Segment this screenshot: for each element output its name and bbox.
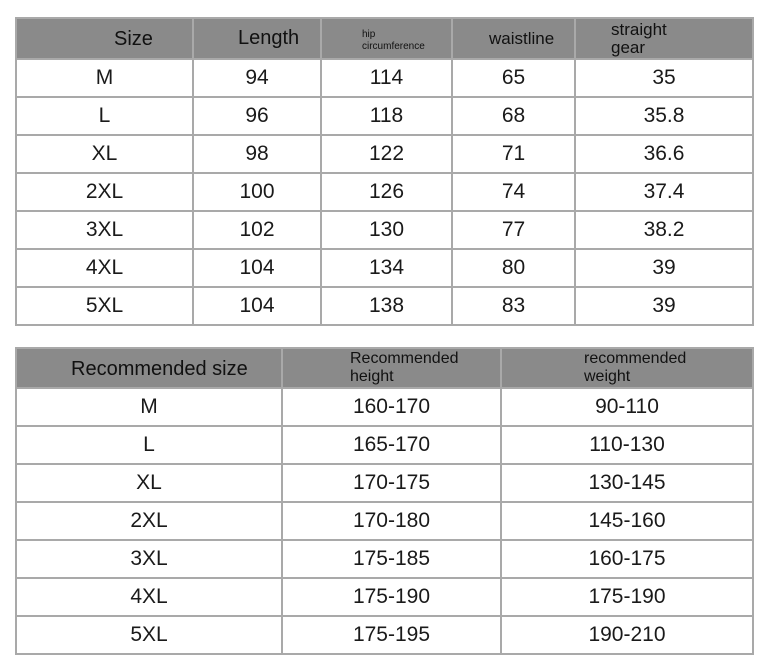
cell-size: L (16, 97, 193, 135)
header-height-line-2: height (350, 368, 394, 385)
header-length: Length (193, 18, 321, 59)
cell-straight: 35.8 (575, 97, 753, 135)
recommended-header-row (16, 348, 753, 388)
cell-rec-size: L (16, 426, 282, 464)
header-height-line-1: Recommended (350, 350, 459, 367)
header-straight-gear (575, 18, 753, 59)
cell-length: 98 (193, 135, 321, 173)
cell-hip: 134 (321, 249, 452, 287)
table-row (16, 502, 753, 540)
cell-straight: 39 (575, 287, 753, 325)
cell-rec-height: 175-185 (282, 540, 501, 578)
cell-rec-weight: 110-130 (501, 426, 753, 464)
cell-rec-weight: 190-210 (501, 616, 753, 654)
cell-straight: 37.4 (575, 173, 753, 211)
cell-size: 3XL (16, 211, 193, 249)
header-recommended-height (282, 348, 501, 388)
cell-size: M (16, 59, 193, 97)
cell-rec-size: XL (16, 464, 282, 502)
table-row (16, 540, 753, 578)
header-recommended-weight (501, 348, 753, 388)
header-weight-line-2: weight (584, 368, 631, 385)
cell-length: 94 (193, 59, 321, 97)
cell-size: 2XL (16, 173, 193, 211)
cell-rec-height: 175-195 (282, 616, 501, 654)
cell-rec-size: 2XL (16, 502, 282, 540)
cell-hip: 114 (321, 59, 452, 97)
size-chart-body (16, 59, 753, 325)
table-row (16, 388, 753, 426)
header-recommended-size: Recommended size (16, 348, 282, 388)
header-straight-line-2: gear (611, 38, 646, 57)
cell-rec-weight: 175-190 (501, 578, 753, 616)
cell-rec-size: 4XL (16, 578, 282, 616)
cell-rec-height: 165-170 (282, 426, 501, 464)
table-row (16, 464, 753, 502)
cell-waist: 71 (452, 135, 575, 173)
cell-hip: 126 (321, 173, 452, 211)
cell-size: 5XL (16, 287, 193, 325)
cell-rec-height: 175-190 (282, 578, 501, 616)
header-straight-line-1: straight (611, 20, 667, 39)
cell-rec-height: 170-175 (282, 464, 501, 502)
cell-size: 4XL (16, 249, 193, 287)
header-waistline: waistline (452, 18, 575, 59)
table-row (16, 616, 753, 654)
cell-size: XL (16, 135, 193, 173)
cell-straight: 36.6 (575, 135, 753, 173)
cell-straight: 35 (575, 59, 753, 97)
cell-straight: 39 (575, 249, 753, 287)
cell-rec-size: M (16, 388, 282, 426)
cell-rec-weight: 145-160 (501, 502, 753, 540)
recommended-size-table (15, 347, 754, 655)
cell-length: 104 (193, 287, 321, 325)
cell-hip: 118 (321, 97, 452, 135)
cell-rec-weight: 130-145 (501, 464, 753, 502)
cell-rec-weight: 90-110 (501, 388, 753, 426)
cell-length: 96 (193, 97, 321, 135)
cell-rec-weight: 160-175 (501, 540, 753, 578)
header-hip-line-1: hip (362, 29, 376, 40)
cell-waist: 74 (452, 173, 575, 211)
size-chart-header-row (16, 18, 753, 59)
recommended-size-body (16, 388, 753, 654)
cell-hip: 122 (321, 135, 452, 173)
cell-straight: 38.2 (575, 211, 753, 249)
table-row (16, 211, 753, 249)
cell-waist: 80 (452, 249, 575, 287)
table-row (16, 287, 753, 325)
cell-rec-size: 3XL (16, 540, 282, 578)
header-hip-circumference (321, 18, 452, 59)
cell-hip: 130 (321, 211, 452, 249)
cell-rec-height: 160-170 (282, 388, 501, 426)
cell-waist: 77 (452, 211, 575, 249)
table-row (16, 173, 753, 211)
table-row (16, 426, 753, 464)
cell-length: 102 (193, 211, 321, 249)
header-weight-line-1: recommended (584, 350, 687, 367)
table-row (16, 59, 753, 97)
table-row (16, 578, 753, 616)
size-chart-table (15, 17, 754, 326)
cell-length: 100 (193, 173, 321, 211)
cell-hip: 138 (321, 287, 452, 325)
cell-waist: 83 (452, 287, 575, 325)
cell-waist: 65 (452, 59, 575, 97)
cell-waist: 68 (452, 97, 575, 135)
table-row (16, 135, 753, 173)
header-size: Size (16, 18, 193, 59)
cell-length: 104 (193, 249, 321, 287)
table-row (16, 97, 753, 135)
header-hip-line-2: circumference (362, 41, 425, 52)
cell-rec-size: 5XL (16, 616, 282, 654)
table-row (16, 249, 753, 287)
cell-rec-height: 170-180 (282, 502, 501, 540)
